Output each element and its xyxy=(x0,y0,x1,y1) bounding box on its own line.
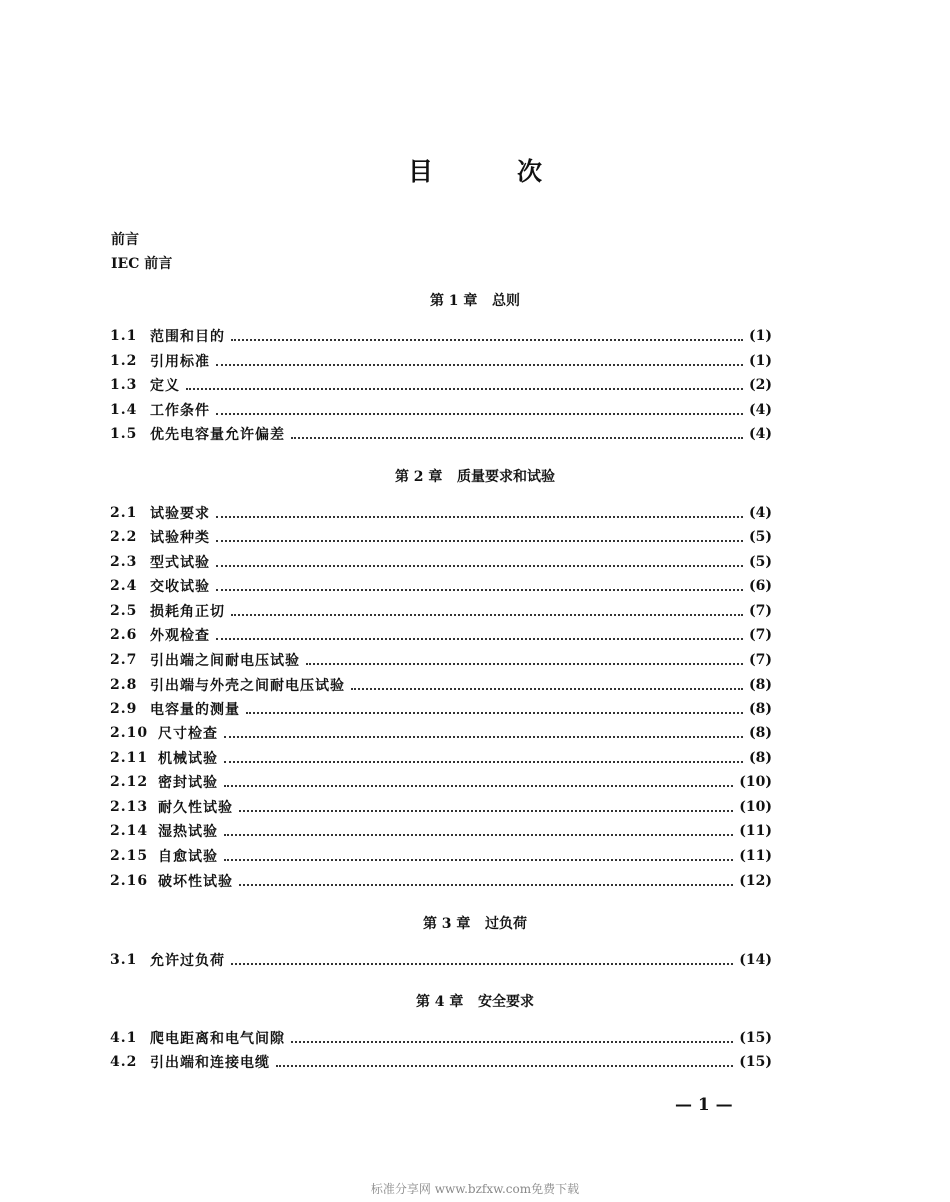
toc-entry[interactable] xyxy=(110,821,772,841)
toc-entry[interactable] xyxy=(110,400,772,420)
toc-leader-dots xyxy=(216,412,743,415)
toc-entry-page: (5) xyxy=(749,529,772,545)
toc-entry-page: (4) xyxy=(749,402,772,418)
toc-entry[interactable] xyxy=(110,1052,772,1072)
toc-leader-dots xyxy=(276,1064,733,1067)
toc-entry-number: 1.2 xyxy=(110,353,138,369)
toc-leader-dots xyxy=(231,962,733,965)
watermark-text: 标准分享网 www.bzfxw.com免费下载 xyxy=(370,1182,580,1196)
toc-entry-number: 2.14 xyxy=(110,823,149,839)
toc-leader-dots xyxy=(239,809,733,812)
toc-entry-page: (8) xyxy=(749,750,772,766)
toc-leader-dots xyxy=(216,588,743,591)
toc-entry-number: 4.2 xyxy=(110,1054,138,1070)
toc-entry-title: 破坏性试验 xyxy=(158,874,233,890)
toc-leader-dots xyxy=(291,436,743,439)
toc-leader-dots xyxy=(216,637,743,640)
toc-entry-number: 2.1 xyxy=(110,505,138,521)
toc-entry[interactable] xyxy=(110,650,772,670)
toc-entry-page: (11) xyxy=(739,823,772,839)
toc-leader-dots xyxy=(246,711,743,714)
toc-entry[interactable] xyxy=(110,846,772,866)
toc-leader-dots xyxy=(291,1040,733,1043)
toc-entry[interactable] xyxy=(110,1028,772,1048)
title-part-1: 目 xyxy=(407,157,433,186)
toc-entry-title: 试验要求 xyxy=(150,506,210,522)
toc-entry-title: 引用标准 xyxy=(150,354,210,370)
toc-entry-title: 自愈试验 xyxy=(158,849,218,865)
toc-entry[interactable] xyxy=(110,576,772,596)
toc-entry-page: (11) xyxy=(739,848,772,864)
chapter-2-heading: 第 2 章 质量要求和试验 xyxy=(394,469,556,485)
toc-entry-page: (4) xyxy=(749,426,772,442)
toc-entry-title: 密封试验 xyxy=(158,775,218,791)
toc-entry-page: (8) xyxy=(749,677,772,693)
toc-entry-number: 2.8 xyxy=(110,677,138,693)
toc-entry-page: (15) xyxy=(739,1030,772,1046)
toc-entry-title: 爬电距离和电气间隙 xyxy=(150,1031,285,1047)
toc-entry-title: 外观检查 xyxy=(150,628,210,644)
toc-entry-title: 引出端与外壳之间耐电压试验 xyxy=(150,678,345,694)
toc-entry-page: (7) xyxy=(749,627,772,643)
page-number: — 1 — xyxy=(675,1095,733,1115)
toc-entry-page: (12) xyxy=(739,873,772,889)
toc-leader-dots xyxy=(231,338,743,341)
toc-entry-number: 1.1 xyxy=(110,328,138,344)
toc-entry[interactable] xyxy=(110,424,772,444)
toc-leader-dots xyxy=(231,613,743,616)
toc-entry-title: 允许过负荷 xyxy=(150,953,225,969)
toc-entry-number: 2.7 xyxy=(110,652,138,668)
toc-entry-page: (4) xyxy=(749,505,772,521)
toc-entry[interactable] xyxy=(110,527,772,547)
toc-entry-number: 2.16 xyxy=(110,873,149,889)
toc-entry[interactable] xyxy=(110,375,772,395)
toc-entry-number: 2.13 xyxy=(110,799,149,815)
toc-entry-page: (15) xyxy=(739,1054,772,1070)
toc-leader-dots xyxy=(224,735,743,738)
toc-entry[interactable] xyxy=(110,950,772,970)
toc-entry-number: 2.15 xyxy=(110,848,149,864)
chapter-3-heading: 第 3 章 过负荷 xyxy=(422,916,528,932)
toc-entry-number: 2.4 xyxy=(110,578,138,594)
toc-entry[interactable] xyxy=(110,748,772,768)
toc-entry[interactable] xyxy=(110,351,772,371)
toc-entry-number: 2.3 xyxy=(110,554,138,570)
toc-entry-title: 湿热试验 xyxy=(158,824,218,840)
toc-entry-page: (6) xyxy=(749,578,772,594)
toc-leader-dots xyxy=(216,515,743,518)
toc-leader-dots xyxy=(216,564,743,567)
toc-entry-number: 2.11 xyxy=(110,750,149,766)
chapter-4-heading: 第 4 章 安全要求 xyxy=(415,994,535,1010)
toc-entry-title: 范围和目的 xyxy=(150,329,225,345)
toc-entry-page: (2) xyxy=(749,377,772,393)
toc-leader-dots xyxy=(224,760,743,763)
toc-entry-number: 2.10 xyxy=(110,725,149,741)
toc-entry-title: 引出端之间耐电压试验 xyxy=(150,653,300,669)
toc-entry-page: (8) xyxy=(749,725,772,741)
toc-entry-title: 耐久性试验 xyxy=(158,800,233,816)
toc-entry[interactable] xyxy=(110,601,772,621)
toc-entry-number: 2.6 xyxy=(110,627,138,643)
toc-entry[interactable] xyxy=(110,797,772,817)
toc-entry-title: 尺寸检查 xyxy=(158,726,218,742)
toc-entry-title: 型式试验 xyxy=(150,555,210,571)
title-part-2: 次 xyxy=(517,157,543,186)
toc-entry-number: 2.2 xyxy=(110,529,138,545)
toc-entry-page: (8) xyxy=(749,701,772,717)
toc-entry[interactable] xyxy=(110,625,772,645)
toc-entry-number: 1.3 xyxy=(110,377,138,393)
toc-leader-dots xyxy=(306,662,743,665)
page-title xyxy=(0,152,950,188)
toc-entry-number: 4.1 xyxy=(110,1030,138,1046)
toc-iec-foreword[interactable]: IEC 前言 xyxy=(111,256,173,272)
toc-entry-number: 1.4 xyxy=(110,402,138,418)
chapter-1-heading: 第 1 章 总则 xyxy=(429,293,521,309)
toc-foreword[interactable]: 前言 xyxy=(111,232,139,248)
toc-leader-dots xyxy=(224,784,733,787)
toc-entry[interactable] xyxy=(110,871,772,891)
toc-entry-page: (7) xyxy=(749,603,772,619)
toc-leader-dots xyxy=(186,387,743,390)
toc-entry-number: 3.1 xyxy=(110,952,138,968)
toc-entry-number: 1.5 xyxy=(110,426,138,442)
toc-entry-title: 定义 xyxy=(150,378,180,394)
toc-entry-page: (1) xyxy=(749,353,772,369)
toc-entry-page: (10) xyxy=(739,774,772,790)
toc-leader-dots xyxy=(224,858,733,861)
toc-entry-page: (5) xyxy=(749,554,772,570)
toc-entry-title: 试验种类 xyxy=(150,530,210,546)
toc-entry-page: (1) xyxy=(749,328,772,344)
toc-leader-dots xyxy=(239,883,733,886)
toc-entry[interactable] xyxy=(110,503,772,523)
toc-entry-number: 2.5 xyxy=(110,603,138,619)
toc-entry-title: 损耗角正切 xyxy=(150,604,225,620)
toc-entry-number: 2.12 xyxy=(110,774,149,790)
toc-entry[interactable] xyxy=(110,699,772,719)
toc-entry-title: 机械试验 xyxy=(158,751,218,767)
toc-entry[interactable] xyxy=(110,723,772,743)
toc-entry[interactable] xyxy=(110,675,772,695)
toc-leader-dots xyxy=(216,539,743,542)
toc-entry-title: 交收试验 xyxy=(150,579,210,595)
toc-entry[interactable] xyxy=(110,772,772,792)
toc-entry-page: (10) xyxy=(739,799,772,815)
toc-entry[interactable] xyxy=(110,326,772,346)
toc-entry-page: (14) xyxy=(739,952,772,968)
toc-entry-number: 2.9 xyxy=(110,701,138,717)
toc-entry-title: 电容量的测量 xyxy=(150,702,240,718)
toc-entry[interactable] xyxy=(110,552,772,572)
toc-entry-title: 工作条件 xyxy=(150,403,210,419)
toc-entry-title: 优先电容量允许偏差 xyxy=(150,427,285,443)
toc-leader-dots xyxy=(216,363,743,366)
toc-entry-title: 引出端和连接电缆 xyxy=(150,1055,270,1071)
toc-leader-dots xyxy=(224,833,733,836)
toc-leader-dots xyxy=(351,687,743,690)
toc-entry-page: (7) xyxy=(749,652,772,668)
